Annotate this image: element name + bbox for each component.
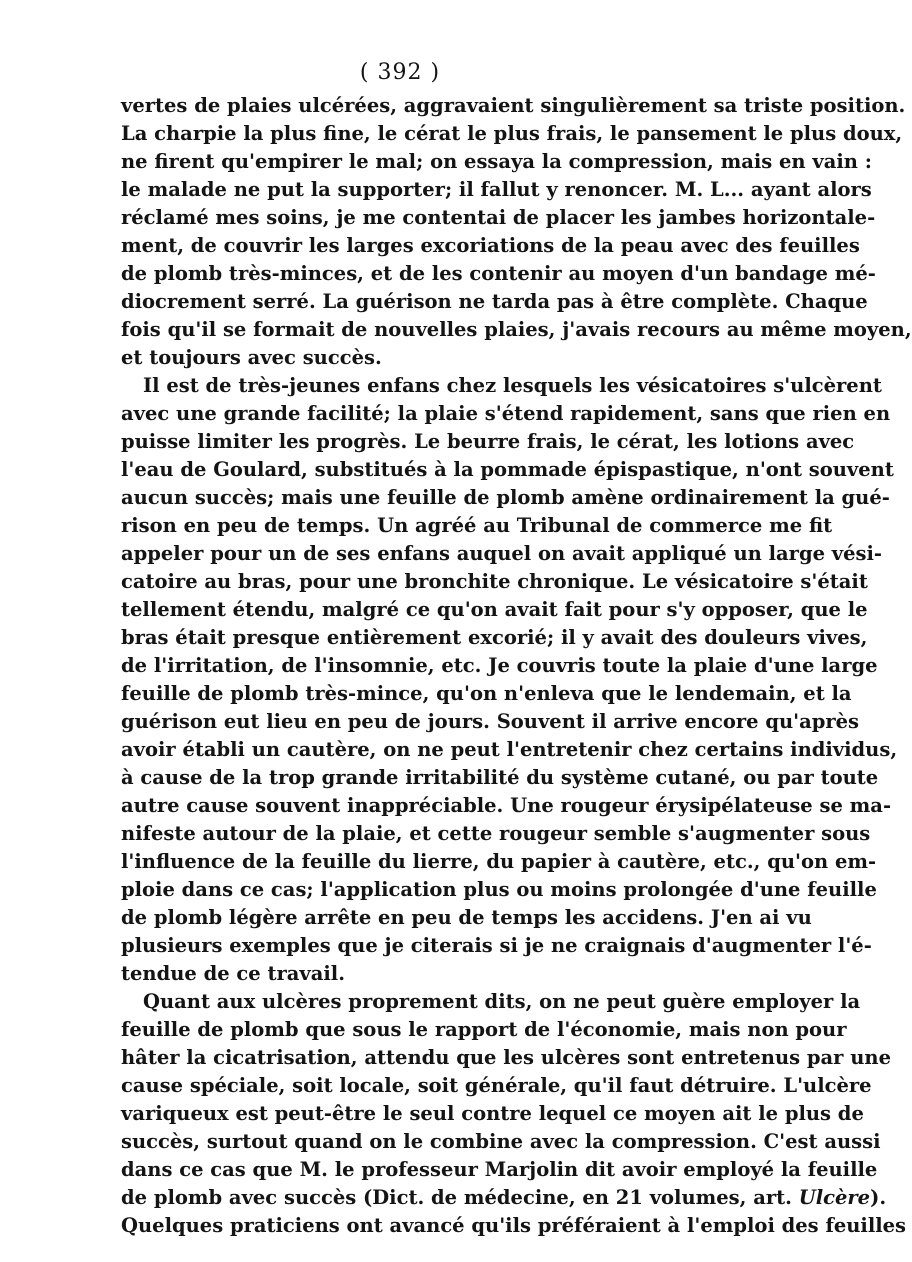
text-line: catoire au bras, pour une bronchite chronique. Le vésicatoire s'était: [121, 570, 868, 593]
text-line: La charpie la plus fine, le cérat le plus frais, le pansement le plus doux,: [121, 122, 903, 145]
text-line: ploie dans ce cas; l'application plus ou moins prolongée d'une feuille: [121, 878, 877, 901]
text-line: de plomb très-minces, et de les contenir au moyen d'un bandage mé-: [121, 262, 876, 285]
text-line: ment, de couvrir les larges excoriations de la peau avec des feuilles: [121, 234, 860, 257]
text-line: cause spéciale, soit locale, soit générale, qu'il faut détruire. L'ulcère: [121, 1074, 872, 1097]
text-line: nifeste autour de la plaie, et cette rougeur semble s'augmenter sous: [121, 822, 871, 845]
text-line: et toujours avec succès.: [121, 346, 382, 369]
text-line: succès, surtout quand on le combine avec la compression. C'est aussi: [121, 1130, 881, 1153]
text-line: vertes de plaies ulcérées, aggravaient singulièrement sa triste position.: [121, 94, 906, 117]
text-line: Il est de très-jeunes enfans chez lesquels les vésicatoires s'ulcèrent: [143, 374, 882, 397]
reference-close: ).: [870, 1186, 887, 1209]
text-line: hâter la cicatrisation, attendu que les ulcères sont entretenus par une: [121, 1046, 891, 1069]
text-line: tellement étendu, malgré ce qu'on avait fait pour s'y opposer, que le: [121, 598, 868, 621]
text-line: feuille de plomb que sous le rapport de l'économie, mais non pour: [121, 1018, 847, 1041]
text-line: de plomb légère arrête en peu de temps les accidens. J'en ai vu: [121, 906, 812, 929]
text-line: bras était presque entièrement excorié; il y avait des douleurs vives,: [121, 626, 868, 649]
text-line: rison en peu de temps. Un agréé au Tribunal de commerce me fit: [121, 514, 833, 537]
text-line: Quelques praticiens ont avancé qu'ils préféraient à l'emploi des feuilles: [121, 1214, 907, 1237]
text-line: autre cause souvent inappréciable. Une rougeur érysipélateuse se ma-: [121, 794, 892, 817]
text-line: variqueux est peut-être le seul contre lequel ce moyen ait le plus de: [121, 1102, 864, 1125]
text-line: plusieurs exemples que je citerais si je ne craignais d'augmenter l'é-: [121, 934, 872, 957]
text-line: l'influence de la feuille du lierre, du papier à cautère, etc., qu'on em-: [121, 850, 877, 873]
text-line-start: de plomb avec succès (Dict. de médecine, en 21 volumes, art.: [121, 1186, 799, 1209]
text-line: tendue de ce travail.: [121, 962, 345, 985]
text-line: avec une grande facilité; la plaie s'étend rapidement, sans que rien en: [121, 402, 891, 425]
text-line-with-reference: [121, 1184, 887, 1212]
text-line: puisse limiter les progrès. Le beurre frais, le cérat, les lotions avec: [121, 430, 855, 453]
text-line: aucun succès; mais une feuille de plomb amène ordinairement la gué-: [121, 486, 890, 509]
text-line: guérison eut lieu en peu de jours. Souvent il arrive encore qu'après: [121, 710, 860, 733]
text-line: à cause de la trop grande irritabilité du système cutané, ou par toute: [121, 766, 879, 789]
text-line: feuille de plomb très-mince, qu'on n'enleva que le lendemain, et la: [121, 682, 852, 705]
text-line: fois qu'il se formait de nouvelles plaies, j'avais recours au même moyen,: [121, 318, 912, 341]
italic-reference: Ulcère: [798, 1186, 871, 1209]
page-number: ( 392 ): [359, 60, 441, 85]
text-line: Quant aux ulcères proprement dits, on ne peut guère employer la: [143, 990, 861, 1013]
text-line: appeler pour un de ses enfans auquel on avait appliqué un large vési-: [121, 542, 882, 565]
body-text: [121, 92, 912, 1240]
text-line: le malade ne put la supporter; il fallut y renoncer. M. L... ayant alors: [121, 178, 872, 201]
text-line: ne firent qu'empirer le mal; on essaya la compression, mais en vain :: [121, 150, 872, 173]
text-line: avoir établi un cautère, on ne peut l'entretenir chez certains individus,: [121, 738, 898, 761]
text-line: réclamé mes soins, je me contentai de placer les jambes horizontale-: [121, 206, 876, 229]
text-line: diocrement serré. La guérison ne tarda pas à être complète. Chaque: [121, 290, 868, 313]
text-line: dans ce cas que M. le professeur Marjolin dit avoir employé la feuille: [121, 1158, 878, 1181]
text-line: l'eau de Goulard, substitués à la pommade épispastique, n'ont souvent: [121, 458, 894, 481]
text-line: de l'irritation, de l'insomnie, etc. Je couvris toute la plaie d'une large: [121, 654, 878, 677]
